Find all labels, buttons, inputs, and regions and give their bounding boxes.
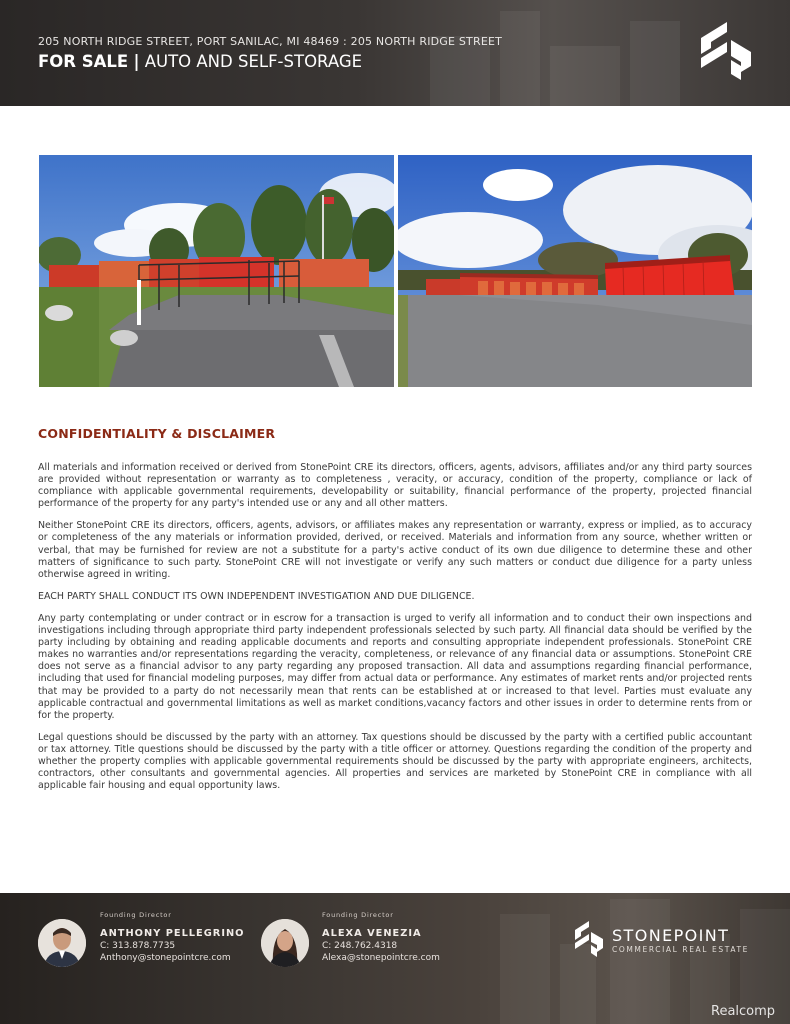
contact-phone[interactable]: C: 313.878.7735 [100,941,176,951]
brand-name: STONEPOINT [612,926,730,945]
contact-name: ALEXA VENEZIA [322,928,422,939]
property-type: AUTO AND SELF-STORAGE [144,52,363,71]
listing-status: FOR SALE [38,52,129,71]
contact-role: Founding Director [100,911,172,919]
avatar-anthony [38,919,86,967]
property-address: 205 NORTH RIDGE STREET, PORT SANILAC, MI 48469 : 205 NORTH RIDGE STREET [38,35,503,48]
storage-gate-photo [39,155,394,387]
disclaimer-paragraph: All materials and information received or derived from StonePoint CRE its directors, officers, agents, advisors, affiliates and/or any third party sources are provided without representation or warranty as to completeness , veracity, or accuracy, condition of the property, compliance or lack of compliance with applicable governmental requirements, developability or suitability, financial performance of the property, projected financial performance of the property for any party's intended use or any and all other matters. [38,462,752,510]
brand-subtitle: COMMERCIAL REAL ESTATE [612,945,750,954]
contact-role: Founding Director [322,911,394,919]
contact-anthony [100,911,245,963]
disclaimer-paragraph: Any party contemplating or under contract or in escrow for a transaction is urged to verify all information and to conduct their own inspections and investigations including through appropriate third party independent professionals selected by such party. All financial data should be verified by the party including by obtaining and reading applicable documents and reports and consulting appropriate independent professionals. StonePoint CRE makes no warranties and/or representations regarding the veracity, completeness, or relevance of any financial data or assumptions. StonePoint CRE does not serve as a financial advisor to any party regarding any proposed transaction. All data and assumptions regarding financial performance, including that used for financial modeling purposes, may differ from actual data or performance. Any estimates of market rents and/or projected rents that may be provided to a party do not necessarily mean that rents can be established at or increased to that level. Parties must evaluate any applicable contractual and governmental limitations as well as market conditions,vacancy factors and other issues in order to determine rents from or for the property. [38,612,752,721]
contact-alexa [322,911,440,963]
contact-phone[interactable]: C: 248.762.4318 [322,941,398,951]
realcomp-watermark: Realcomp [711,1004,776,1019]
disclaimer-paragraph: EACH PARTY SHALL CONDUCT ITS OWN INDEPENDENT INVESTIGATION AND DUE DILIGENCE. [38,590,475,602]
stonepoint-brand-icon [573,918,605,958]
disclaimer-title: CONFIDENTIALITY & DISCLAIMER [38,426,276,441]
contact-email[interactable]: Anthony@stonepointcre.com [100,953,231,963]
contact-email[interactable]: Alexa@stonepointcre.com [322,953,440,963]
avatar-alexa [261,919,309,967]
header-banner [0,0,790,106]
disclaimer-paragraph: Legal questions should be discussed by the party with an attorney. Tax questions should be discussed by the party with a certified public accountant or tax attorney. Title questions should be discussed by the party with a title officer or attorney. Questions regarding the condition of the property and whether the property complies with applicable governmental requirements should be discussed by the party with appropriate engineers, architects, contractors, other consultants and governmental agencies. All properties and services are marketed by StonePoint CRE in compliance with all applicable fair housing and equal opportunity laws. [38,731,752,792]
storage-units-photo [398,155,753,387]
title-separator: | [133,52,140,71]
contact-name: ANTHONY PELLEGRINO [100,928,245,939]
listing-title [38,52,362,71]
disclaimer-paragraph: Neither StonePoint CRE its directors, officers, agents, advisors, or affiliates makes any representation or warranty, express or implied, as to accuracy or completeness of the any materials or information provided, derived, or received. Materials and information from any source, whether written or verbal, that may be furnished for review are not a substitute for a party's active conduct of its own due diligence to determine these and other matters of significance to such party. StonePoint CRE will not investigate or verify any such matters or conduct due diligence for a party unless otherwise agreed in writing. [38,520,752,580]
stonepoint-logo-icon [697,18,755,82]
disclaimer-body [38,462,752,802]
